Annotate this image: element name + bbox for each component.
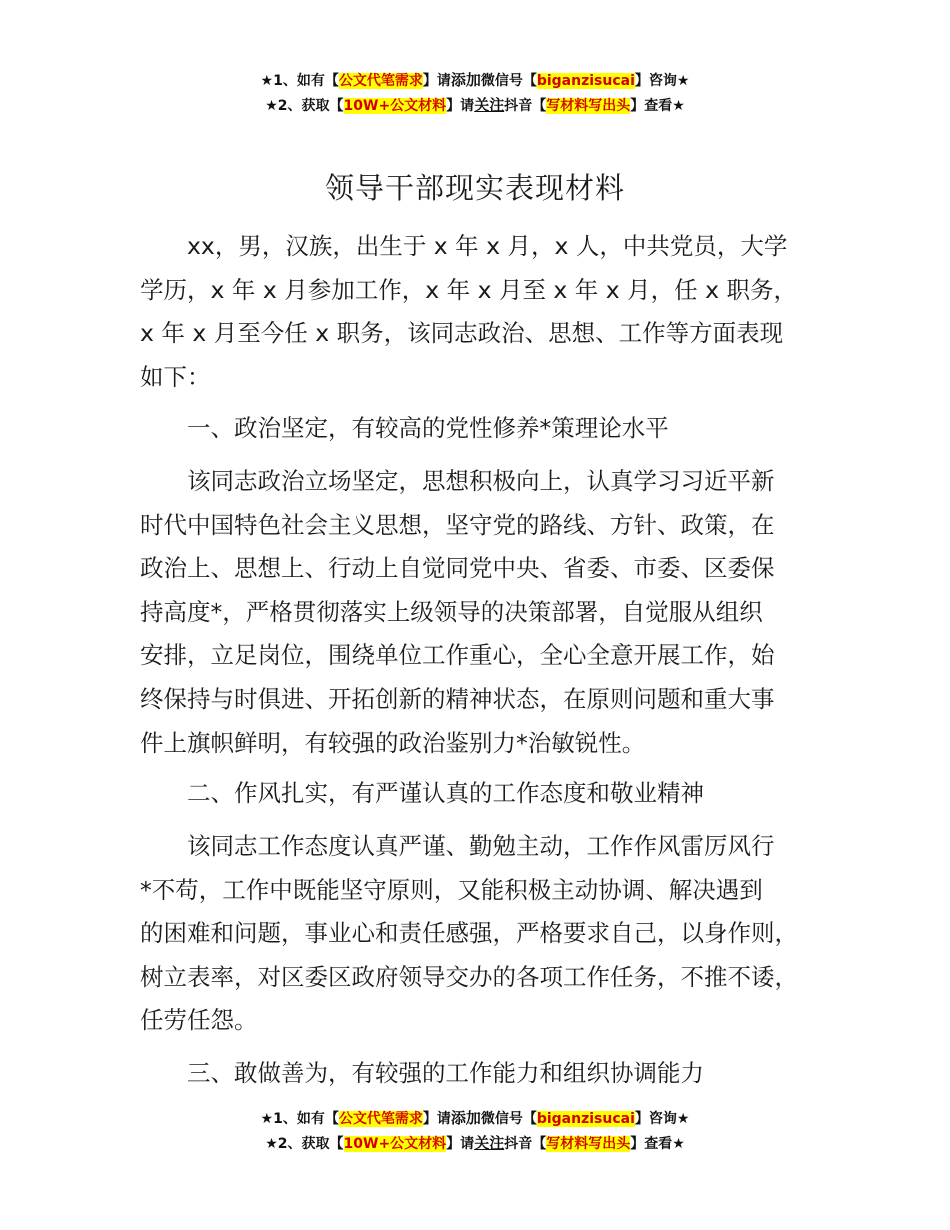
paragraph-line: 时代中国特色社会主义思想，坚守党的路线、方针、政策，在 xyxy=(140,510,775,539)
banner-text: 添加 xyxy=(450,71,481,89)
paragraph-line: 该同志政治立场坚定，思想积极向上，认真学习习近平新 xyxy=(187,467,775,495)
banner-line-1 xyxy=(0,68,950,93)
section-heading-text: 二、作风扎实，有严谨认真的工作态度和敬业精神 xyxy=(187,779,704,807)
banner-text: 】查看★ xyxy=(630,1136,685,1152)
section-2-heading xyxy=(140,772,820,816)
document-title: 领导干部现实表现材料 xyxy=(324,171,625,205)
paragraph-line: 安排，立足岗位，围绕单位工作重心，全心全意开展工作，始 xyxy=(140,641,775,670)
paragraph-line: 如下： xyxy=(140,362,211,391)
banner-text: 微信号【 xyxy=(480,1111,537,1127)
banner-text: 】咨询★ xyxy=(634,1111,690,1127)
section-1-paragraph xyxy=(140,460,820,765)
banner-line-1 xyxy=(0,1106,950,1131)
banner-text: 抖音【 xyxy=(504,98,547,114)
banner-text: ★1、如有【 xyxy=(260,1111,339,1127)
banner-line-2 xyxy=(0,93,950,118)
banner-highlight: 10W+公文材料 xyxy=(343,1136,447,1152)
section-heading-text: 三、敢做善为，有较强的工作能力和组织协调能力 xyxy=(187,1059,704,1087)
banner-highlight-wechat: biganzisucai xyxy=(536,73,635,89)
banner-underlined-text: 关注 xyxy=(474,96,505,114)
banner-text: ★2、获取【 xyxy=(265,98,344,114)
banner-highlight: 写材料写出头 xyxy=(546,98,631,114)
banner-text: 】请 xyxy=(422,73,451,89)
intro-paragraph xyxy=(140,225,820,399)
section-heading-text: 一、政治坚定，有较高的党性修养*策理论水平 xyxy=(187,414,669,442)
paragraph-line: 持高度*，严格贯彻落实上级领导的决策部署，自觉服从组织 xyxy=(140,597,763,626)
banner-text: 】请 xyxy=(446,1136,475,1152)
section-1-heading xyxy=(140,407,820,451)
banner-text: 】咨询★ xyxy=(634,73,690,89)
banner-text: ★2、获取【 xyxy=(265,1136,344,1152)
paragraph-line: 件上旗帜鲜明，有较强的政治鉴别力*治敏锐性。 xyxy=(140,728,646,757)
paragraph-line: 该同志工作态度认真严谨、勤勉主动，工作作风雷厉风行 xyxy=(187,832,775,860)
banner-highlight: 10W+公文材料 xyxy=(343,98,447,114)
banner-text: 】请 xyxy=(422,1111,451,1127)
banner-text: 】查看★ xyxy=(630,98,685,114)
banner-text: 】请 xyxy=(446,98,475,114)
footer-banner xyxy=(0,1106,950,1156)
banner-highlight: 写材料写出头 xyxy=(546,1136,631,1152)
paragraph-line: *不苟，工作中既能坚守原则，又能积极主动协调、解决遇到 xyxy=(140,875,763,904)
paragraph-line: 学历，x 年 x 月参加工作，x 年 x 月至 x 年 x 月，任 x 职务， xyxy=(140,275,797,304)
paragraph-line: 树立表率，对区委区政府领导交办的各项工作任务，不推不诿， xyxy=(140,962,798,991)
banner-line-2 xyxy=(0,1131,950,1156)
header-banner xyxy=(0,68,950,118)
paragraph-line: x 年 x 月至今任 x 职务，该同志政治、思想、工作等方面表现 xyxy=(140,319,784,348)
paragraph-line: 政治上、思想上、行动上自觉同党中央、省委、市委、区委保 xyxy=(140,554,775,583)
banner-underlined-text: 关注 xyxy=(474,1134,505,1152)
banner-text: 添加 xyxy=(450,1109,481,1127)
banner-highlight-wechat: biganzisucai xyxy=(536,1111,635,1127)
banner-text: 抖音【 xyxy=(504,1136,547,1152)
banner-highlight: 公文代笔需求 xyxy=(338,1111,423,1127)
banner-text: ★1、如有【 xyxy=(260,73,339,89)
paragraph-line: 任劳任怨。 xyxy=(140,1006,258,1035)
paragraph-line: 的困难和问题，事业心和责任感强，严格要求自己，以身作则， xyxy=(140,919,798,948)
section-3-heading xyxy=(140,1052,820,1096)
paragraph-line: 终保持与时俱进、开拓创新的精神状态，在原则问题和重大事 xyxy=(140,684,775,713)
banner-highlight: 公文代笔需求 xyxy=(338,73,423,89)
paragraph-line: xx，男，汉族，出生于 x 年 x 月，x 人，中共党员，大学 xyxy=(187,232,788,260)
banner-text: 微信号【 xyxy=(480,73,537,89)
section-2-paragraph xyxy=(140,825,820,1043)
